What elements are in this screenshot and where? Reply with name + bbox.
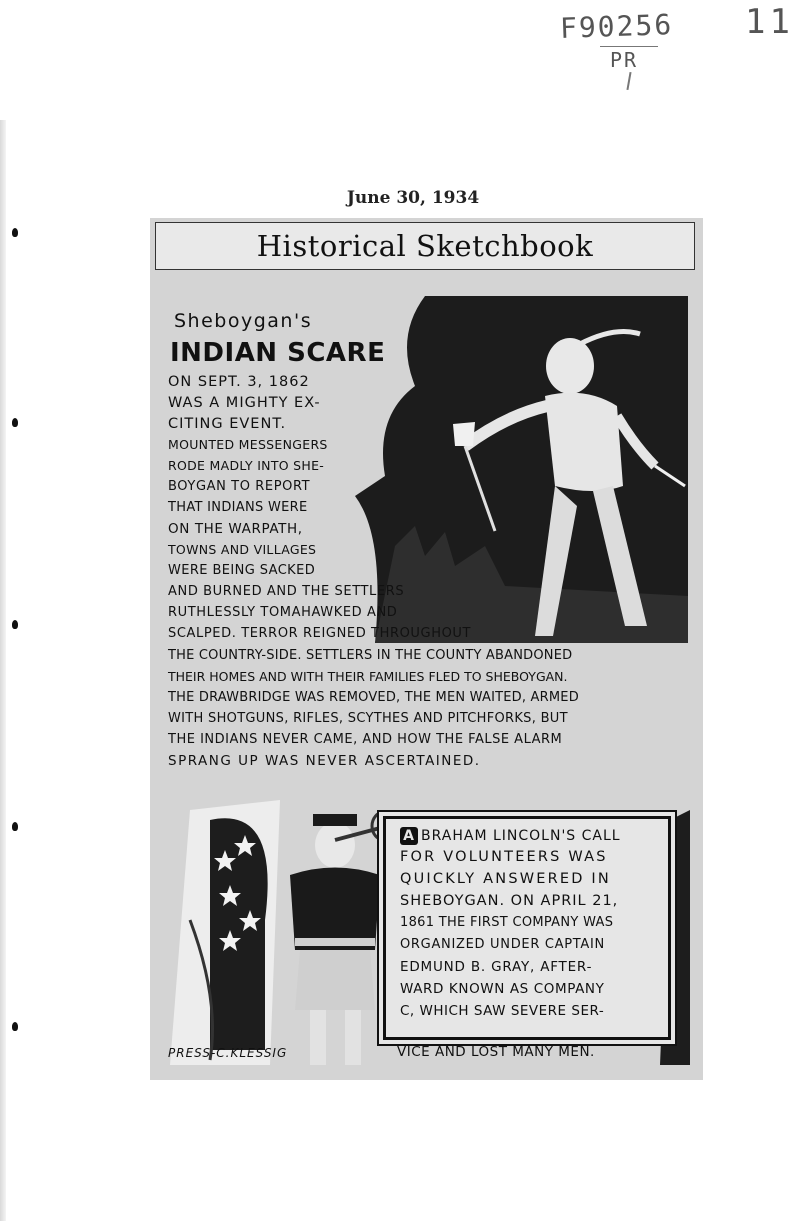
lincoln-line: VICE AND LOST MANY MEN. [397, 1044, 595, 1060]
story-heading-line2: INDIAN SCARE [170, 338, 386, 368]
lincoln-line: EDMUND B. GRAY, AFTER- [400, 959, 593, 975]
margin-mark [12, 418, 18, 427]
lincoln-line: WARD KNOWN AS COMPANY [400, 981, 605, 997]
story-line: WAS A MIGHTY EX- [168, 395, 321, 411]
lincoln-call-panel [383, 816, 671, 1040]
story-line: THE DRAWBRIDGE WAS REMOVED, THE MEN WAITED, ARMED [168, 690, 579, 705]
indian-warrior-illustration [355, 296, 688, 643]
clipping-date: June 30, 1934 [346, 188, 480, 208]
dropcap-letter: A [400, 827, 418, 845]
artist-credit: PRESS-C.KLESSIG [168, 1046, 288, 1060]
story-line: AND BURNED AND THE SETTLERS [168, 584, 405, 599]
story-line: THAT INDIANS WERE [168, 500, 308, 515]
lincoln-line: SHEBOYGAN. ON APRIL 21, [400, 893, 619, 909]
page-mark: 11 [745, 2, 794, 42]
margin-mark [12, 228, 18, 237]
sub-code: PR [610, 48, 639, 72]
margin-mark [12, 1022, 18, 1031]
story-line: RODE MADLY INTO SHE- [168, 458, 325, 473]
catalog-code: F90256 [559, 8, 674, 45]
margin-mark [12, 620, 18, 629]
warrior-drawing [355, 296, 688, 643]
margin-mark [12, 822, 18, 831]
story-line: RUTHLESSLY TOMAHAWKED AND [168, 605, 398, 620]
lincoln-line: QUICKLY ANSWERED IN [400, 871, 611, 887]
column-title: Historical Sketchbook [256, 229, 594, 263]
story-line: SPRANG UP WAS NEVER ASCERTAINED. [168, 753, 481, 769]
lincoln-line [400, 827, 621, 845]
story-line: CITING EVENT. [168, 416, 287, 432]
lincoln-first-line: BRAHAM LINCOLN'S CALL [421, 828, 621, 844]
lincoln-line: 1861 THE FIRST COMPANY WAS [400, 915, 614, 930]
newspaper-clipping [150, 218, 703, 1080]
story-line: TOWNS AND VILLAGES [168, 542, 317, 557]
story-line: ON SEPT. 3, 1862 [168, 374, 310, 390]
tick-mark [626, 72, 631, 90]
title-banner [155, 222, 695, 270]
lincoln-line: C, WHICH SAW SEVERE SER- [400, 1003, 605, 1019]
story-line: BOYGAN TO REPORT [168, 479, 311, 494]
story-line: ON THE WARPATH, [168, 521, 303, 537]
story-line: THEIR HOMES AND WITH THEIR FAMILIES FLED TO SHEBOYGAN. [168, 669, 568, 684]
lincoln-line: FOR VOLUNTEERS WAS [400, 849, 608, 865]
story-line: WITH SHOTGUNS, RIFLES, SCYTHES AND PITCHFORKS, BUT [168, 711, 568, 726]
story-line: MOUNTED MESSENGERS [168, 437, 328, 452]
story-heading-line1: Sheboygan's [174, 310, 313, 332]
story-line: WERE BEING SACKED [168, 563, 316, 578]
story-line: SCALPED. TERROR REIGNED THROUGHOUT [168, 626, 472, 641]
lincoln-line: ORGANIZED UNDER CAPTAIN [400, 937, 605, 952]
underline-mark [600, 46, 658, 47]
story-line: THE COUNTRY-SIDE. SETTLERS IN THE COUNTY ABANDONED [168, 648, 573, 663]
story-line: THE INDIANS NEVER CAME, AND HOW THE FALSE ALARM [168, 732, 563, 747]
scan-edge [0, 120, 6, 1221]
